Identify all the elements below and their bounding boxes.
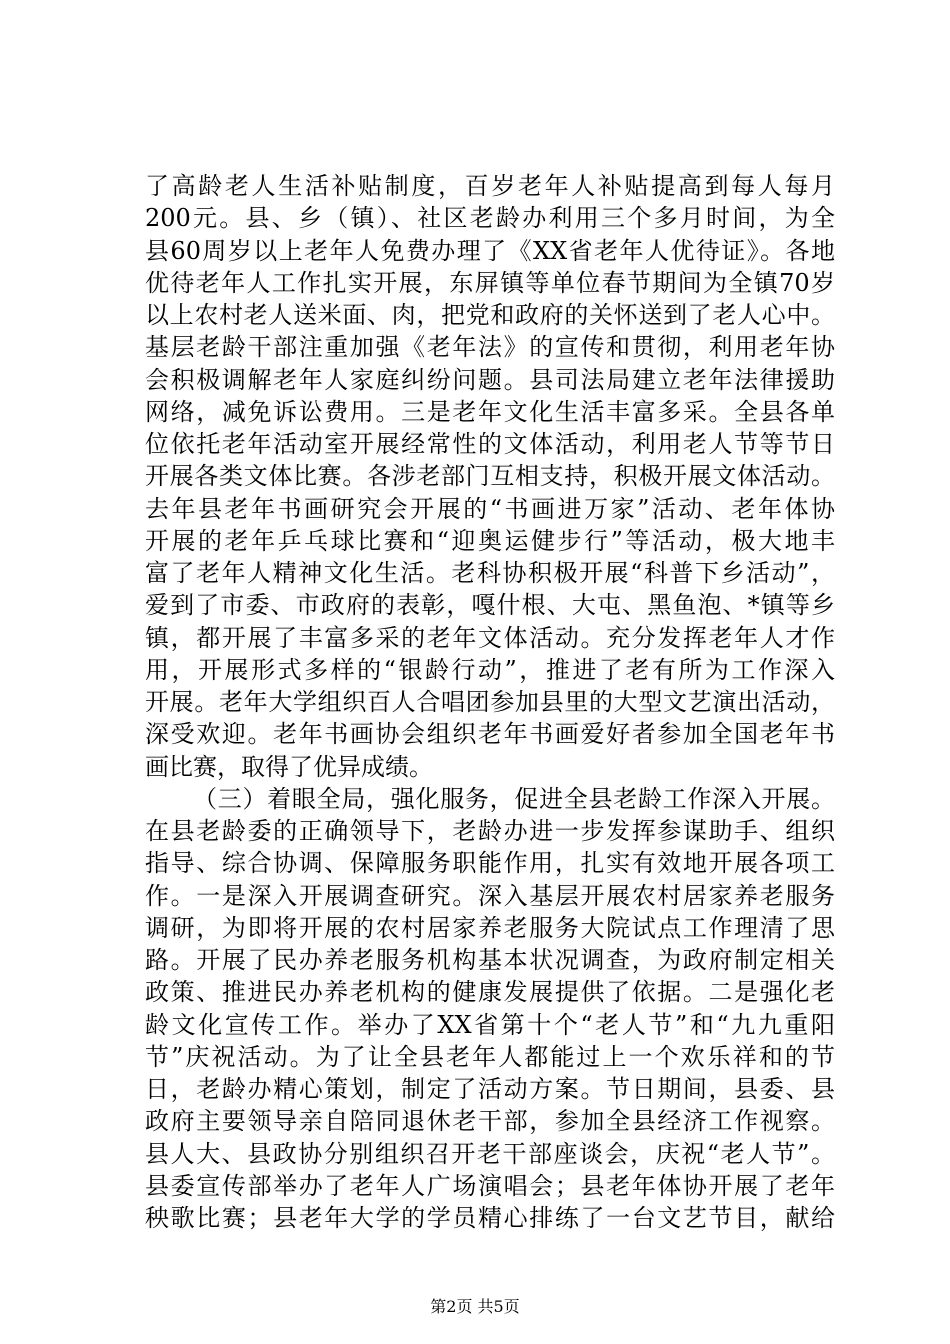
text-line: 县人大、县政协分别组织召开老干部座谈会，庆祝“老人节”。 <box>145 1139 835 1168</box>
document-body <box>145 170 835 1234</box>
text-line: 政策、推进民办养老机构的健康发展提供了依据。二是强化老 <box>145 978 835 1007</box>
text-line: 调研，为即将开展的农村居家养老服务大院试点工作理清了思 <box>145 913 835 942</box>
text-line: 基层老龄干部注重加强《老年法》的宣传和贯彻，利用老年协 <box>145 333 835 362</box>
text-line: 200元。县、乡（镇）、社区老龄办利用三个多月时间，为全 <box>145 204 835 233</box>
text-line: 镇，都开展了丰富多采的老年文体活动。充分发挥老年人才作 <box>145 623 835 652</box>
text-line: 以上农村老人送米面、肉，把党和政府的关怀送到了老人心中。 <box>145 301 835 329</box>
text-line: 用，开展形式多样的“银龄行动”，推进了老有所为工作深入 <box>145 655 835 684</box>
text-line: 县60周岁以上老年人免费办理了《XX省老年人优待证》。各地 <box>145 236 835 265</box>
text-line: 节”庆祝活动。为了让全县老年人都能过上一个欢乐祥和的节 <box>145 1042 835 1071</box>
text-line: 秧歌比赛；县老年大学的学员精心排练了一台文艺节目，献给 <box>145 1204 835 1232</box>
text-line: 在县老龄委的正确领导下，老龄办进一步发挥参谋助手、组织 <box>145 817 835 845</box>
text-line: 路。开展了民办养老服务机构基本状况调查，为政府制定相关 <box>145 946 835 974</box>
section-heading-line: （三）着眼全局，强化服务，促进全县老龄工作深入开展。 <box>193 784 835 813</box>
paragraph-end-line: 画比赛，取得了优异成绩。 <box>145 752 433 781</box>
text-line: 龄文化宣传工作。举办了XX省第十个“老人节”和“九九重阳 <box>145 1010 835 1039</box>
text-line: 爱到了市委、市政府的表彰，嘎什根、大屯、黑鱼泡、*镇等乡 <box>145 591 835 620</box>
text-line: 网络，减免诉讼费用。三是老年文化生活丰富多采。全县各单 <box>145 397 835 426</box>
text-line: 作。一是深入开展调查研究。深入基层开展农村居家养老服务 <box>145 881 835 910</box>
text-line: 去年县老年书画研究会开展的“书画进万家”活动、老年体协 <box>145 494 835 523</box>
text-line: 优待老年人工作扎实开展，东屏镇等单位春节期间为全镇70岁 <box>145 268 835 297</box>
text-line: 位依托老年活动室开展经常性的文体活动，利用老人节等节日 <box>145 430 835 458</box>
text-line: 开展的老年乒乓球比赛和“迎奥运健步行”等活动，极大地丰 <box>145 526 835 555</box>
text-line: 日，老龄办精心策划，制定了活动方案。节日期间，县委、县 <box>145 1075 835 1103</box>
text-line: 开展。老年大学组织百人合唱团参加县里的大型文艺演出活动， <box>145 688 835 716</box>
text-line: 深受欢迎。老年书画协会组织老年书画爱好者参加全国老年书 <box>145 720 835 749</box>
text-line: 会积极调解老年人家庭纠纷问题。县司法局建立老年法律援助 <box>145 365 835 394</box>
text-line: 指导、综合协调、保障服务职能作用，扎实有效地开展各项工 <box>145 849 835 878</box>
page-number-footer: 第2页 共5页 <box>430 1297 520 1316</box>
text-line: 富了老年人精神文化生活。老科协积极开展“科普下乡活动”， <box>145 559 835 587</box>
text-line: 政府主要领导亲自陪同退休老干部，参加全县经济工作视察。 <box>145 1107 835 1136</box>
text-line: 开展各类文体比赛。各涉老部门互相支持，积极开展文体活动。 <box>145 462 835 491</box>
text-line: 了高龄老人生活补贴制度，百岁老年人补贴提高到每人每月 <box>145 172 835 200</box>
text-line: 县委宣传部举办了老年人广场演唱会；县老年体协开展了老年 <box>145 1171 835 1200</box>
